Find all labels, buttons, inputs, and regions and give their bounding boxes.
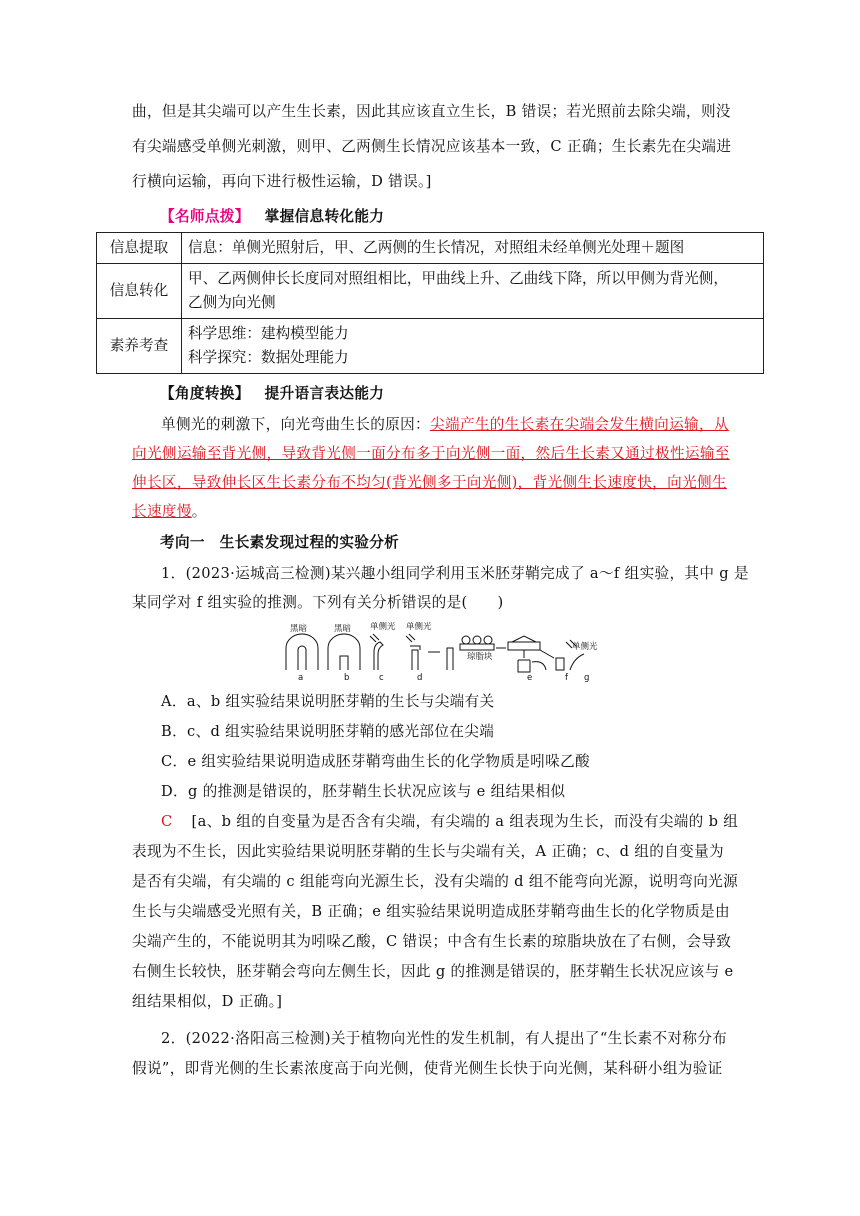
- option-b: B．c、d 组实验结果说明胚芽鞘的感光部位在尖端: [161, 723, 495, 740]
- table-head: 信息转化: [97, 264, 182, 319]
- option-c: C．e 组实验结果说明造成胚芽鞘弯曲生长的化学物质是吲哚乙酸: [161, 753, 590, 770]
- table-cell: [182, 319, 764, 374]
- table-cell-line: 科学思维：建构模型能力: [188, 325, 349, 342]
- reason-highlight: 向光侧运输至背光侧，导致背光侧一面分布多于向光侧一面，然后生长素又通过极性运输至: [132, 445, 730, 462]
- reason-line: [132, 444, 730, 464]
- dark-box-b: [328, 634, 360, 670]
- table-cell-line: 乙侧为向光侧: [188, 294, 276, 311]
- option-a: A．a、b 组实验结果说明胚芽鞘的生长与尖端有关: [161, 693, 495, 710]
- coleoptile-e-source: [447, 648, 453, 670]
- figure-letter: f: [565, 673, 568, 682]
- coleoptile-g: [570, 654, 584, 670]
- figure-label-dark: 黑暗: [290, 624, 308, 634]
- explanation-text: 组结果相似，D 正确。]: [132, 993, 283, 1010]
- figure-label-light: 单侧光: [370, 622, 396, 632]
- table-cell-line: 信息：单侧光照射后，甲、乙两侧的生长情况，对照组未经单侧光处理＋题图: [188, 239, 685, 256]
- reason-line: [132, 473, 727, 493]
- tip-header: [160, 207, 384, 227]
- angle-title: 提升语言表达能力: [264, 385, 385, 402]
- coleoptile-a: [298, 646, 306, 670]
- reason-highlight: 长速度慢: [132, 503, 192, 520]
- explanation-text: 生长与尖端感受光照有关，B 正确；e 组实验结果说明造成胚芽鞘弯曲生长的化学物质是由: [132, 903, 730, 920]
- table-cell: [182, 264, 764, 319]
- tip: [462, 636, 470, 644]
- coleoptile-d: [412, 650, 418, 670]
- table-cell: [182, 233, 764, 264]
- tip-tag: 【名师点拨】: [160, 208, 250, 225]
- coleoptile-c: [374, 642, 383, 670]
- tip-title: 掌握信息转化能力: [264, 208, 385, 225]
- table-row: [97, 319, 764, 374]
- option-d: D．g 的推测是错误的，胚芽鞘生长状况应该与 e 组结果相似: [161, 783, 566, 800]
- figure-letter: b: [344, 673, 350, 682]
- table-row: [97, 264, 764, 319]
- cap-d: [410, 646, 420, 650]
- table-head: 素养考查: [97, 319, 182, 374]
- section-title: 考向一 生长素发现过程的实验分析: [160, 534, 400, 551]
- agar-block: [460, 644, 494, 650]
- coleoptile-e: [532, 662, 546, 670]
- agar-cut: [508, 642, 540, 650]
- info-table: [96, 232, 764, 374]
- text-line: 行横向运输，再向下进行极性运输，D 错误。]: [132, 173, 432, 190]
- reason-highlight: 尖端产生的生长素在尖端会发生横向运输，从: [430, 416, 729, 433]
- explanation-text: [a、b 组的自变量为是否含有尖端，有尖端的 a 组表现为生长，而没有尖端的 b 组: [191, 813, 739, 830]
- explanation-text: 是否有尖端，有尖端的 c 组能弯向光源生长，没有尖端的 d 组不能弯向光源，说明弯向光源: [132, 873, 739, 890]
- coleoptile-f: [556, 658, 564, 670]
- tip: [473, 636, 481, 644]
- table-cell-line: 甲、乙两侧伸长长度同对照组相比，甲曲线上升、乙曲线下降，所以甲侧为背光侧，: [188, 270, 728, 287]
- figure-letter: a: [298, 673, 304, 682]
- question-text: 1．(2023·运城高三检测)某兴趣小组同学利用玉米胚芽鞘完成了 a～f 组实验，其中 g 是: [161, 565, 749, 582]
- text-line: 曲，但是其尖端可以产生生长素，因此其应该直立生长，B 错误；若光照前去除尖端，则没: [132, 103, 731, 120]
- figure-label-dark: 黑暗: [334, 624, 352, 634]
- question-text: 2．(2022·洛阳高三检测)关于植物向光性的发生机制，有人提出了“生长素不对称分布: [161, 1030, 728, 1047]
- figure-letter: g: [584, 673, 590, 682]
- table-cell-line: 科学探究：数据处理能力: [188, 349, 349, 366]
- reason-line: [161, 415, 729, 435]
- text-line: 有尖端感受单侧光刺激，则甲、乙两侧生长情况应该基本一致，C 正确；生长素先在尖端进: [132, 138, 732, 155]
- answer-letter: C: [161, 813, 173, 830]
- figure-label-light: 单侧光: [406, 622, 432, 632]
- e-setup: [518, 650, 530, 672]
- experiment-figure: [282, 622, 612, 682]
- question-text: 某同学对 f 组实验的推测。下列有关分析错误的是( ): [132, 594, 504, 611]
- tip: [484, 636, 492, 644]
- explanation-text: 尖端产生的，不能说明其为吲哚乙酸，C 错误；中含有生长素的琼脂块放在了右侧，会导致: [132, 933, 732, 950]
- arrow: [540, 650, 554, 658]
- table-row: [97, 233, 764, 264]
- figure-label-agar: 琼脂块: [467, 652, 493, 662]
- coleoptile-b: [340, 656, 348, 670]
- light-arrow-d: [406, 634, 415, 642]
- angle-tag: 【角度转换】: [160, 385, 250, 402]
- reason-highlight: 伸长区，导致伸长区生长素分布不均匀(背光侧多于向光侧)，背光侧生长速度快，向光侧生: [132, 474, 727, 491]
- figure-label-light: 单侧光: [572, 642, 598, 652]
- figure-letter: e: [527, 673, 533, 682]
- explanation-text: 表现为不生长，因此实验结果说明胚芽鞘的生长与尖端有关，A 正确；c、d 组的自变量为: [132, 843, 725, 860]
- angle-header: [160, 384, 384, 404]
- explanation-text: 右侧生长较快，胚芽鞘会弯向左侧生长，因此 g 的推测是错误的，胚芽鞘生长状况应该与 e: [132, 963, 734, 980]
- question-text: 假说”，即背光侧的生长素浓度高于向光侧，使背光侧生长快于向光侧，某科研小组为验证: [132, 1060, 723, 1077]
- reason-prefix: 单侧光的刺激下，向光弯曲生长的原因：: [161, 416, 430, 433]
- reason-line: [132, 502, 207, 522]
- figure-letter: c: [379, 673, 384, 682]
- figure-letter: d: [417, 673, 423, 682]
- agar-top: [512, 636, 536, 642]
- reason-end: 。: [191, 503, 207, 520]
- answer-line: [161, 812, 738, 832]
- table-head: 信息提取: [97, 233, 182, 264]
- dark-box-a: [286, 634, 318, 670]
- light-arrow-c: [370, 634, 379, 642]
